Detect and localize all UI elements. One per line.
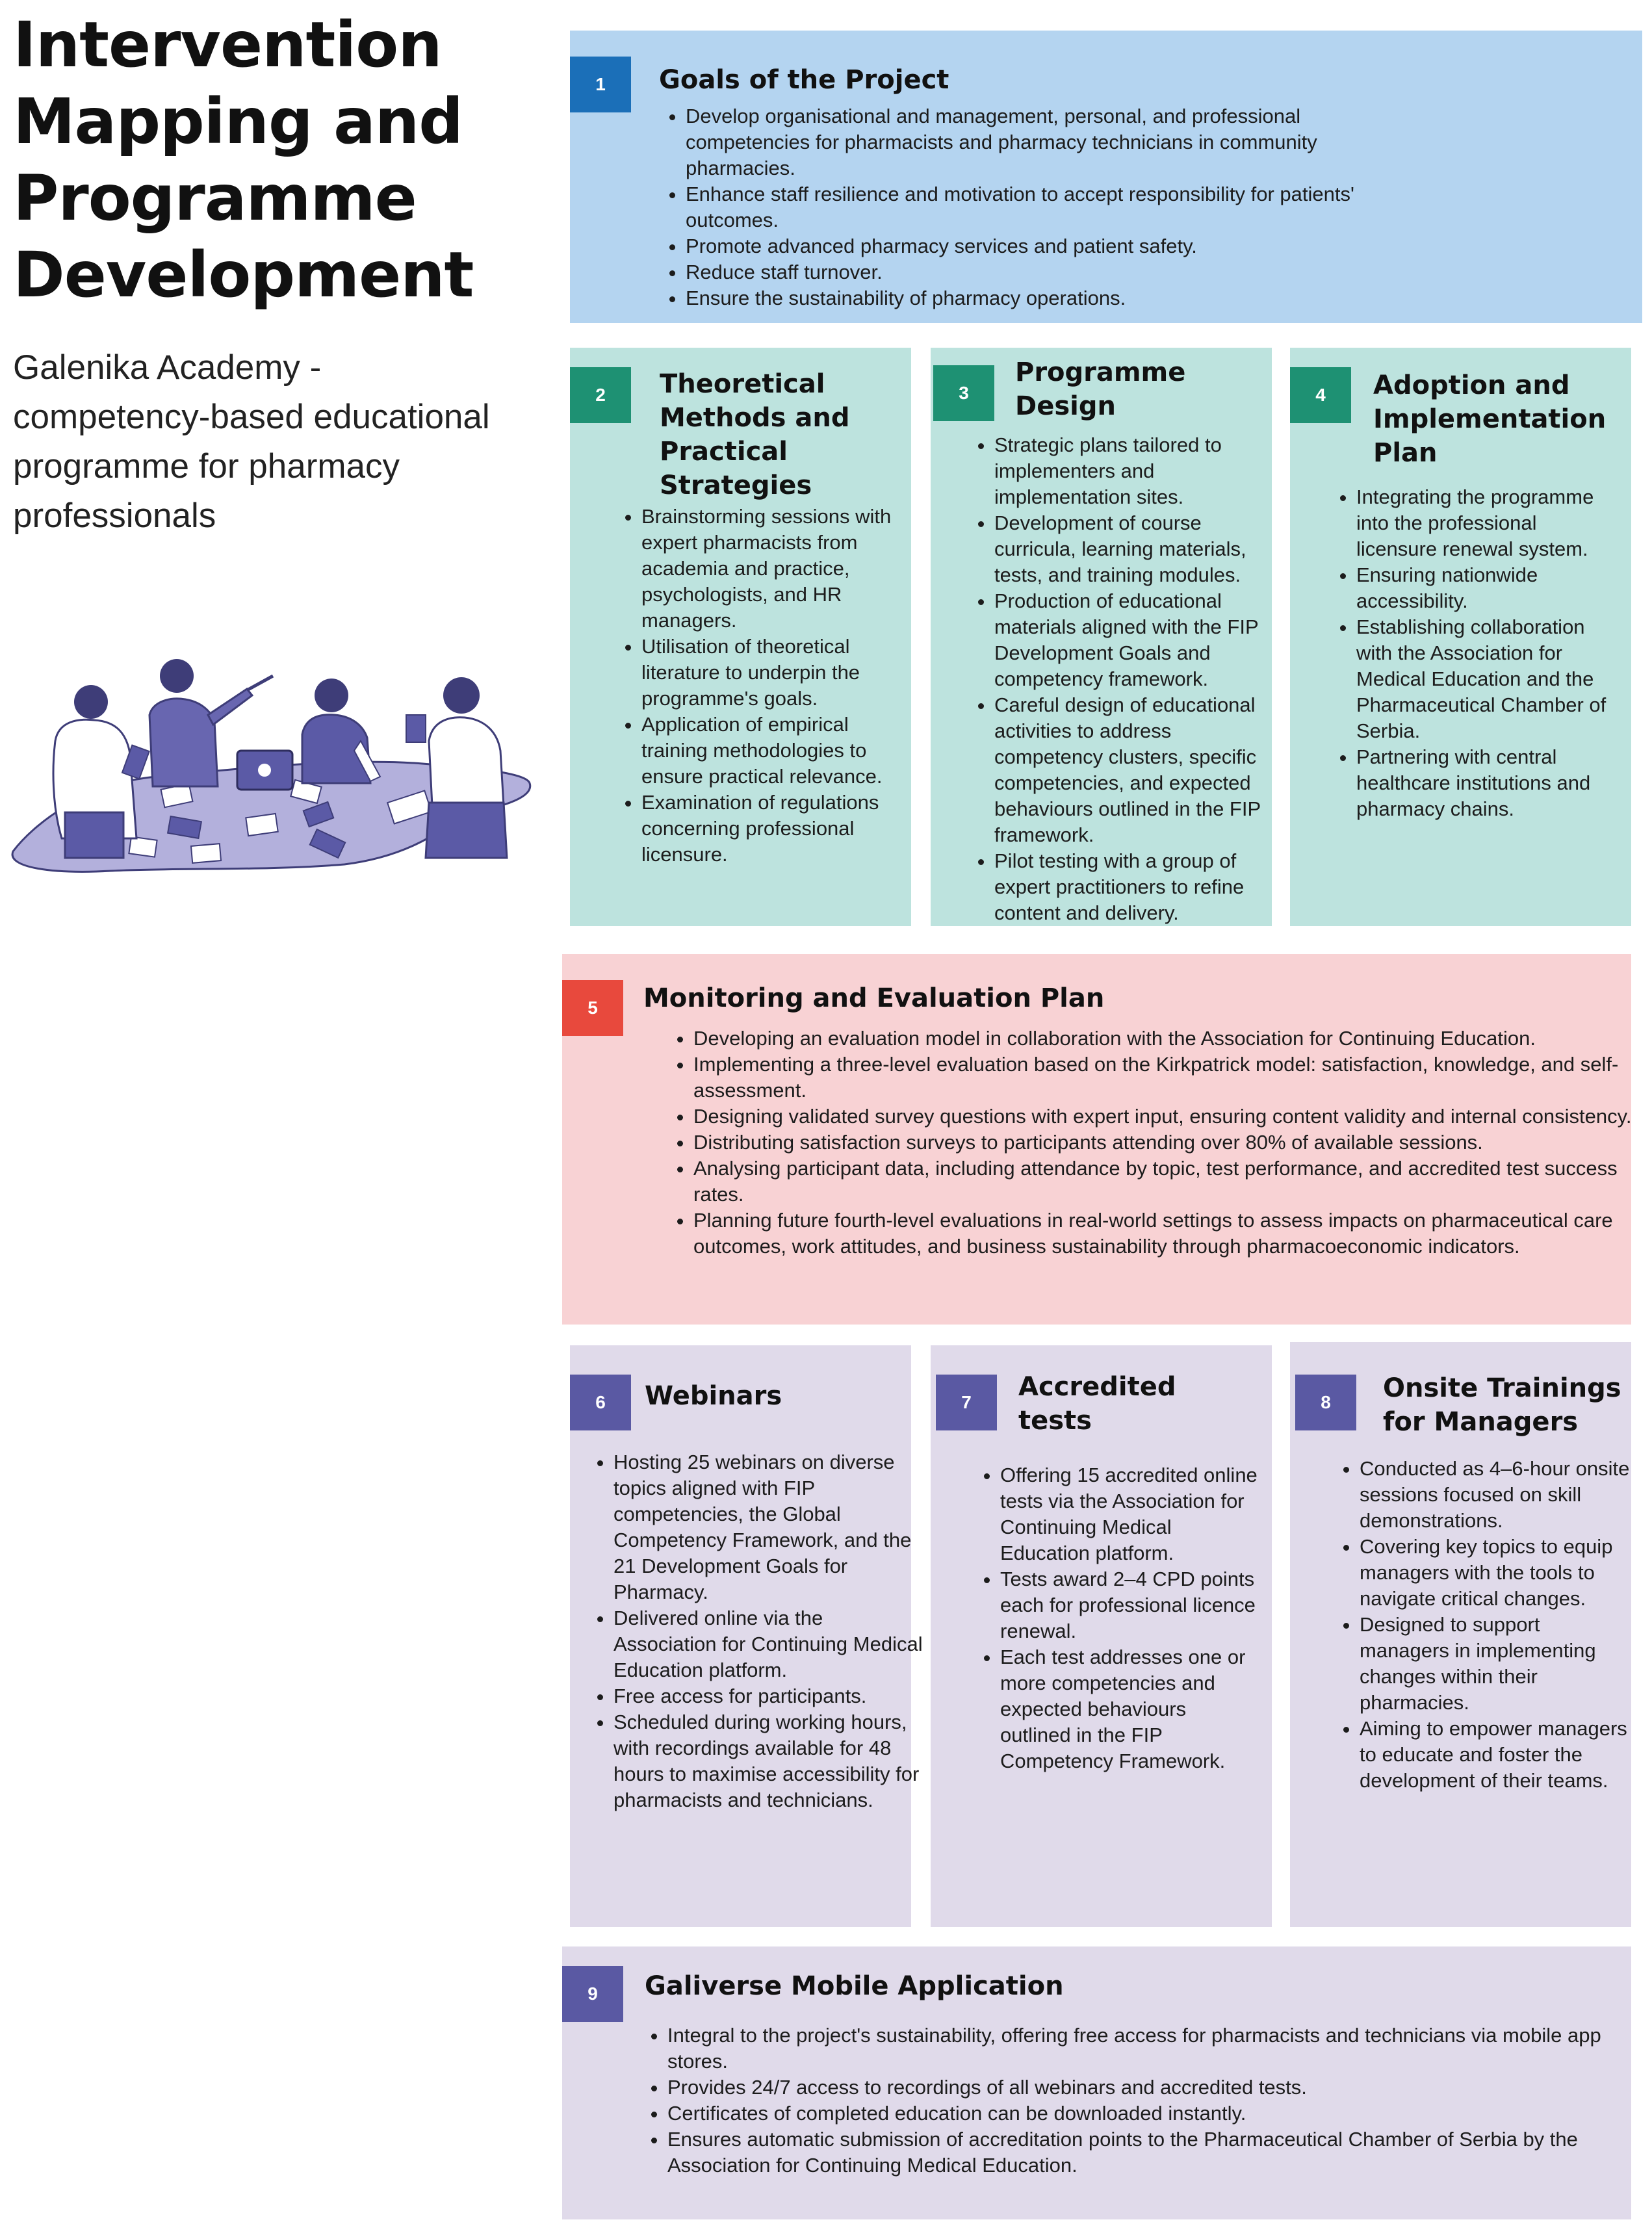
title-line: for Managers <box>1383 1407 1579 1437</box>
list-item: • Tests award 2–4 CPD points each for professional licence renewal. <box>1000 1566 1260 1644</box>
list-item: • Scheduled during working hours, with recordings available for 48 hours to maximise accessibility for pharmacists and technicians. <box>613 1709 925 1813</box>
title-line: Design <box>1015 391 1116 421</box>
title-line: Methods and <box>660 403 850 433</box>
title-line: Adoption and <box>1373 370 1570 400</box>
step-badge: 9 <box>562 1966 623 2022</box>
title-line: Plan <box>1373 438 1438 468</box>
onsite-list <box>1332 1456 1633 1794</box>
title-line: Programme <box>13 162 417 235</box>
design-title <box>1015 356 1185 423</box>
list-item: • Brainstorming sessions with expert pharmacists from academia and practice, psychologists, and HR managers. <box>641 504 901 634</box>
goals-panel <box>570 31 1642 323</box>
adoption-panel <box>1290 348 1631 926</box>
list-item: • Pilot testing with a group of expert practitioners to refine content and delivery. <box>994 848 1267 926</box>
list-item: • Ensures automatic submission of accreditation points to the Pharmaceutical Chamber of Serbia by the Association for Continuing Medical Education. <box>667 2127 1642 2179</box>
list-item: • Careful design of educational activities to address competency clusters, specific competencies, and expected behaviours outlined in the FIP framework. <box>994 692 1267 848</box>
list-item: • Designed to support managers in implementing changes within their pharmacies. <box>1360 1612 1633 1716</box>
tests-title <box>1018 1370 1176 1438</box>
step-badge: 2 <box>570 367 631 423</box>
list-item: • Distributing satisfaction surveys to participants attending over 80% of available sessions. <box>693 1130 1649 1156</box>
list-item: • Examination of regulations concerning professional licensure. <box>641 790 901 868</box>
list-item: • Ensure the sustainability of pharmacy operations. <box>686 285 1426 311</box>
step-badge: 6 <box>570 1375 631 1430</box>
list-item: • Developing an evaluation model in collaboration with the Association for Continuing Education. <box>693 1026 1649 1052</box>
list-item: • Establishing collaboration with the Association for Medical Education and the Pharmaceutical Chamber of Serbia. <box>1356 614 1623 744</box>
list-item: • Integrating the programme into the professional licensure renewal system. <box>1356 484 1623 562</box>
monitoring-title: Monitoring and Evaluation Plan <box>643 983 1105 1013</box>
list-item: • Analysing participant data, including attendance by topic, test performance, and accredited test success rates. <box>693 1156 1649 1208</box>
title-line: Practical <box>660 437 788 467</box>
list-item: • Free access for participants. <box>613 1683 925 1709</box>
app-list <box>640 2023 1642 2179</box>
tests-list <box>973 1462 1260 1774</box>
team-collaboration-illustration <box>6 643 539 890</box>
subtitle-line: competency-based educational <box>13 398 490 436</box>
list-item: • Utilisation of theoretical literature to underpin the programme's goals. <box>641 634 901 712</box>
title-line: Intervention <box>13 8 442 81</box>
app-panel <box>562 1946 1631 2219</box>
page-subtitle <box>13 343 552 541</box>
list-item: • Promote advanced pharmacy services and patient safety. <box>686 233 1426 259</box>
adoption-list <box>1329 484 1623 822</box>
onsite-title <box>1383 1371 1621 1439</box>
onsite-panel <box>1290 1342 1631 1927</box>
list-item: • Aiming to empower managers to educate and foster the development of their teams. <box>1360 1716 1633 1794</box>
title-line: Programme <box>1015 357 1186 387</box>
design-panel <box>931 348 1272 926</box>
monitoring-panel <box>562 954 1631 1325</box>
subtitle-line: Galenika Academy - <box>13 348 322 387</box>
list-item: • Each test addresses one or more competencies and expected behaviours outlined in the FIP Competency Framework. <box>1000 1644 1260 1774</box>
list-item: • Production of educational materials aligned with the FIP Development Goals and competency framework. <box>994 588 1267 692</box>
list-item: • Designing validated survey questions with expert input, ensuring content validity and internal consistency. <box>693 1104 1649 1130</box>
adoption-title <box>1373 369 1606 470</box>
step-badge: 3 <box>933 365 994 421</box>
goals-list <box>658 103 1426 311</box>
title-line: Mapping and <box>13 85 463 158</box>
list-item: • Implementing a three-level evaluation based on the Kirkpatrick model: satisfaction, knowledge, and self-assessment. <box>693 1052 1649 1104</box>
list-item: • Application of empirical training methodologies to ensure practical relevance. <box>641 712 901 790</box>
theory-title <box>660 367 849 502</box>
title-line: Theoretical <box>660 369 825 399</box>
list-item: • Partnering with central healthcare institutions and pharmacy chains. <box>1356 744 1623 822</box>
step-badge: 8 <box>1295 1375 1356 1430</box>
goals-title: Goals of the Project <box>659 65 949 95</box>
list-item: • Strategic plans tailored to implementers and implementation sites. <box>994 432 1267 510</box>
webinars-panel <box>570 1345 923 1927</box>
list-item: • Planning future fourth-level evaluations in real-world settings to assess impacts on pharmaceutical care outcomes, work attitudes, and business sustainability through pharmacoeconomic indicators. <box>693 1208 1649 1260</box>
list-item: • Hosting 25 webinars on diverse topics aligned with FIP competencies, the Global Competency Framework, and the 21 Development Goals for Pharmacy. <box>613 1449 925 1605</box>
step-badge: 4 <box>1290 367 1351 423</box>
title-line: Accredited <box>1018 1372 1176 1402</box>
list-item: • Covering key topics to equip managers with the tools to navigate critical changes. <box>1360 1534 1633 1612</box>
list-item: • Provides 24/7 access to recordings of all webinars and accredited tests. <box>667 2075 1642 2101</box>
title-line: Onsite Trainings <box>1383 1373 1621 1403</box>
list-item: • Delivered online via the Association for Continuing Medical Education platform. <box>613 1605 925 1683</box>
list-item: • Enhance staff resilience and motivation to accept responsibility for patients' outcomes. <box>686 181 1426 233</box>
step-badge: 7 <box>936 1375 997 1430</box>
tests-panel <box>931 1345 1272 1927</box>
list-item: • Conducted as 4–6-hour onsite sessions focused on skill demonstrations. <box>1360 1456 1633 1534</box>
list-item: • Integral to the project's sustainability, offering free access for pharmacists and technicians via mobile app stores. <box>667 2023 1642 2075</box>
app-title: Galiverse Mobile Application <box>645 1971 1064 2001</box>
webinars-list <box>586 1449 925 1813</box>
list-item: • Development of course curricula, learning materials, tests, and training modules. <box>994 510 1267 588</box>
list-item: • Develop organisational and management, personal, and professional competencies for pharmacists and pharmacy technicians in community pharmacies. <box>686 103 1426 181</box>
list-item: • Ensuring nationwide accessibility. <box>1356 562 1623 614</box>
subtitle-line: professionals <box>13 497 216 535</box>
step-badge: 5 <box>562 980 623 1036</box>
webinars-title: Webinars <box>645 1381 782 1411</box>
title-line: Development <box>13 239 474 311</box>
subtitle-line: programme for pharmacy <box>13 447 400 485</box>
page-title <box>13 6 546 313</box>
theory-list <box>614 504 901 868</box>
design-list <box>967 432 1267 926</box>
monitoring-list <box>666 1026 1649 1260</box>
step-badge: 1 <box>570 57 631 112</box>
title-line: tests <box>1018 1406 1092 1436</box>
title-line: Strategies <box>660 471 812 500</box>
list-item: • Offering 15 accredited online tests via the Association for Continuing Medical Education platform. <box>1000 1462 1260 1566</box>
list-item: • Reduce staff turnover. <box>686 259 1426 285</box>
theory-panel <box>570 348 911 926</box>
list-item: • Certificates of completed education can be downloaded instantly. <box>667 2101 1642 2127</box>
title-line: Implementation <box>1373 404 1607 434</box>
